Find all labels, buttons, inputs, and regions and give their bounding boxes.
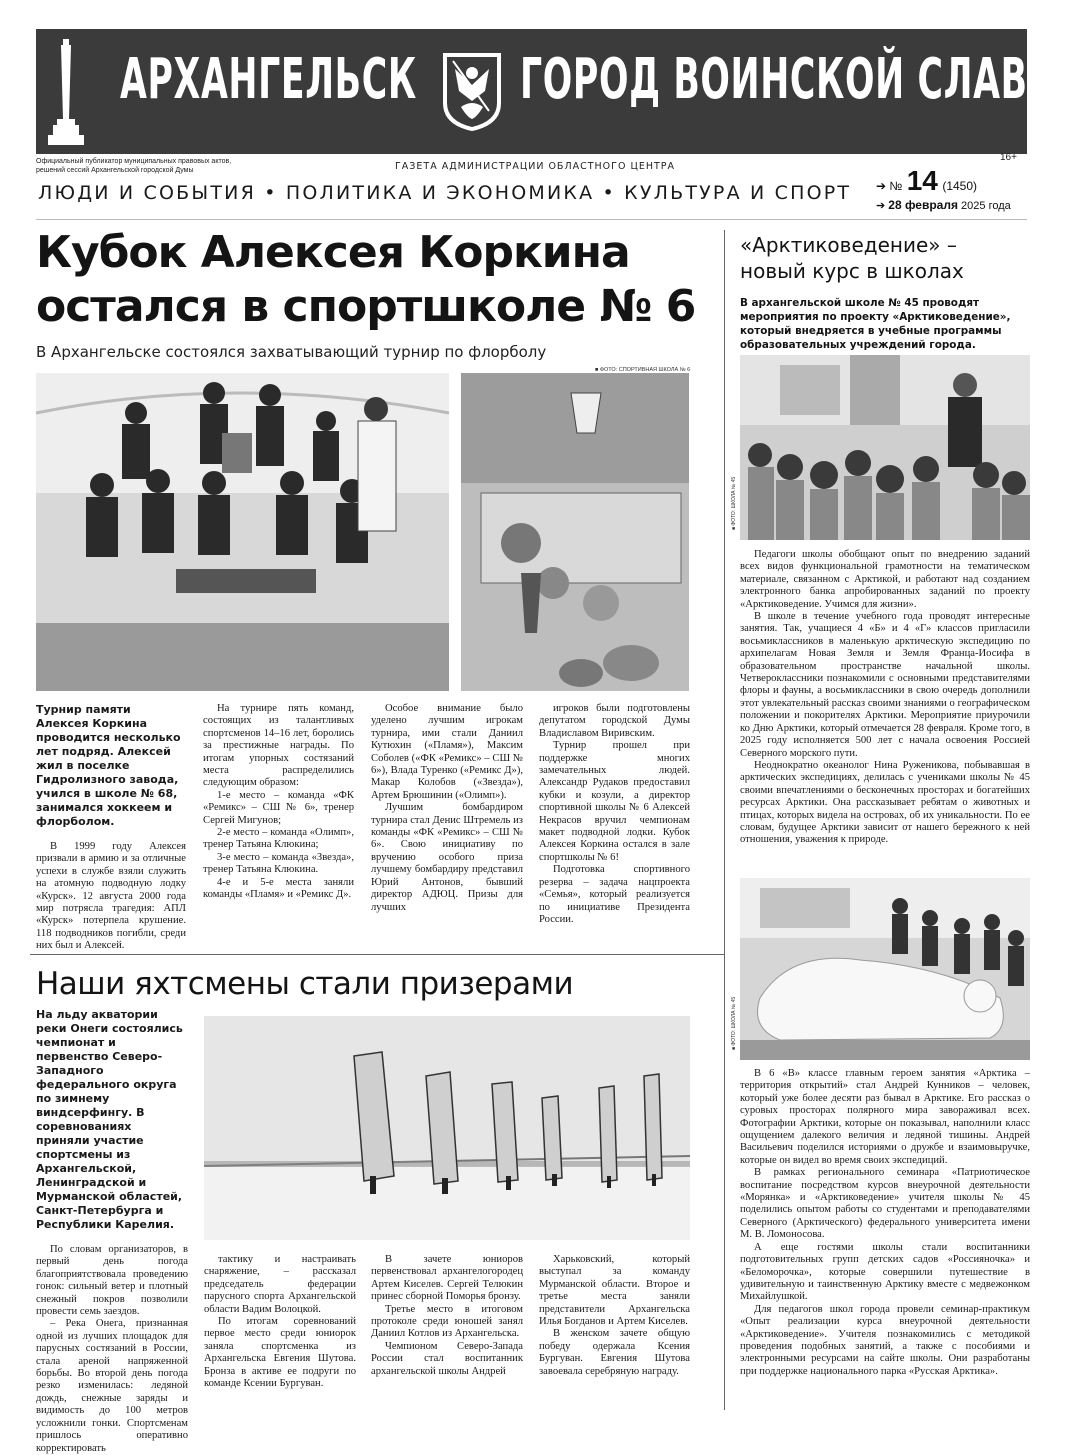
paragraph: Подготовка спортивного резерва – задача нацпроекта «Семья», который реализуется по инициативе Президента России. (539, 864, 690, 925)
trophy-photo (461, 373, 689, 691)
article2-lead: На льду акватории реки Онеги состоялись чемпионат и первенство Северо-Западного федерального округа по зимнему виндсерфингу. В соревнованиях приняли участие спортсмены из Архангельской, Ленинградской и Мурманской областей, Санкт-Петербурга и Республики Карелия. (36, 1008, 183, 1231)
masthead (36, 29, 1065, 154)
issue-date-value: 28 февраля (888, 198, 958, 212)
paragraph: 4-е и 5-е места заняли команды «Пламя» и «Ремикс Д». (203, 876, 354, 901)
paragraph: Третье место в итоговом протоколе среди юношей занял Даниил Котлов из Архангельска. (371, 1303, 523, 1340)
paragraph: 3-е место – команда «Звезда», тренер Татьяна Клюкина. (203, 851, 354, 876)
headline-line: остался в спортшколе № 6 (36, 281, 696, 332)
publisher-line: Официальный публикатор муниципальных правовых актов, (36, 158, 232, 165)
sidebar-text-top (740, 549, 1030, 847)
paragraph: Для педагогов школ города провели семинар-практикум «Опыт реализации курса внеурочной деятельности «Арктиковедение». Учителя познакомились с методикой проведения подобных занятий, а также с пособиями и электронными ресурсами на сайте школы. Они разработаны при поддержке национального парка «Русская Арктика». (740, 1303, 1030, 1377)
paragraph: Неоднократно океанолог Нина Руженикова, побывавшая в арктических экспедициях, делилась с учениками школы № 45 своими впечатлениями о бесконечных просторах и богатейших ресурсах Арктики. Она рассказывает ребятам о животных и птицах, которых видела на островах, об их уникальности. По ее словам, будущее Арктики зависит от нашего бережного к ней отношения, уважения к природе. (740, 759, 1030, 846)
city-crest-icon (441, 51, 503, 133)
classroom-photo (740, 355, 1030, 540)
article1-subhead: В Архангельске состоялся захватывающий турнир по флорболу (36, 343, 547, 361)
sidebar-headline (740, 232, 1030, 284)
sidebar-lead: В архангельской школе № 45 проводят мероприятия по проекту «Арктиковедение», который внедряется в учебные программы образовательных учреждений города. (740, 297, 1011, 351)
paragraph: В 6 «В» классе главным героем занятия «Арктика – территория открытий» стал Андрей Кунников – человек, который уже более десяти раз бывал в Арктике. Его рассказ о суровых просторах полярного мира завораживал всех. Фотографии Арктики, которые он показывал, наполнили класс ощущением далекого величия и ледяной тишины. Андрей Васильевич поделился историями о дружбе и взаимовыручке, которые он видел во время своих экспедиций. (740, 1068, 1030, 1166)
issue-total: (1450) (942, 179, 978, 193)
column-divider (724, 230, 725, 1410)
article1-column-3 (371, 703, 523, 914)
paragraph: В рамках регионального семинара «Патриотическое воспитание посредством курсов внеурочной деятельности «Морянка» и «Арктиковедение» учителя школы № 45 поделились опытом работы со студентами и преподавателями Северного (Арктического) федерального университета имени М. В. Ломоносова. (740, 1167, 1030, 1241)
issue-year: 2025 года (961, 200, 1011, 212)
publisher-note (36, 157, 286, 175)
paragraph: игроков были подготовлены депутатом городской Думы Владиславом Виривским. (539, 703, 690, 739)
masthead-title-right: ГОРОД ВОИНСКОЙ СЛАВЫ (520, 47, 1065, 112)
article1-column-2 (203, 703, 354, 902)
section-list: ЛЮДИ И СОБЫТИЯ • ПОЛИТИКА И ЭКОНОМИКА • КУЛЬТУРА И СПОРТ (38, 182, 852, 204)
polar-bear-photo (740, 878, 1030, 1060)
paragraph: По словам организаторов, в первый день погода благоприятствовала проведению гонок: сильный ветер и плотный снежный покров позволили провести семь заездов. (36, 1244, 188, 1318)
sidebar-text-bottom (740, 1068, 1030, 1378)
photo-credit: ■ ФОТО: СПОРТИВНАЯ ШКОЛА № 6 (595, 367, 691, 373)
article2-column-1 (36, 1008, 188, 1455)
paragraph: – Река Онега, признанная одной из лучших площадок для парусных состязаний в России, стала ареной напряженной борьбы. Во второй день погода резко изменилась: ледяной дождь, снежные заряды и видимость до 100 метров усложнили гонки. Спортсменам пришлось оперативно корректировать (36, 1318, 188, 1454)
headline-line: «Арктиковедение» – (740, 233, 957, 257)
article1-lead: Турнир памяти Алексея Коркина проводится несколько лет подряд. Алексей жил в поселке Гидролизного завода, учился в школе № 68, занимался хоккеем и флорболом. (36, 703, 181, 828)
paragraph: На турнире пять команд, состоящих из талантливых спортсменов 14–16 лет, боролись за престижные награды. По итогам упорных состязаний места распределились следующим образом: (203, 703, 354, 789)
newspaper-tagline: ГАЗЕТА АДМИНИСТРАЦИИ ОБЛАСТНОГО ЦЕНТРА (395, 161, 675, 172)
paragraph: Особое внимание было уделено лучшим игрокам турнира, ими стали Даниил Кутюхин («Пламя»), Максим Соболев («ФК «Ремикс» – СШ № 6»), Влада Туренко («Ремикс Д»), Макар Колобов («Звезда»), Артем Брюшинин («Олимп»). (371, 703, 523, 801)
paragraph: 1-е место – команда «ФК «Ремикс» – СШ № 6», тренер Сергей Мигунов; (203, 789, 354, 826)
issue-date: ➔ 28 февраля 2025 года (876, 198, 1011, 212)
paragraph: Лучшим бомбардиром турнира стал Денис Штремель из команды «ФК «Ремикс» – СШ № 6». Свою инициативу по вручению особого приза лучшему бомбардиру представил Юрий Антонов, бывший директор АДЮЦ. Призы для лучших (371, 802, 523, 913)
article2-column-3 (371, 1254, 523, 1378)
headline-line: Кубок Алексея Коркина (36, 227, 630, 278)
age-rating: 16+ (1000, 152, 1017, 163)
divider (36, 219, 1027, 220)
paragraph: В зачете юниоров первенствовал архангелогородец Артем Киселев. Сергей Телюкин принес сборной Поморья бронзу. (371, 1254, 523, 1303)
article1-column-4 (539, 703, 690, 926)
article1-headline (36, 226, 716, 334)
paragraph: 2-е место – команда «Олимп», тренер Татьяна Клюкина; (203, 827, 354, 851)
photo-credit: ■ ФОТО: ШКОЛА № 45 (731, 476, 737, 530)
issue-number-value: 14 (906, 165, 938, 196)
publisher-line: решений сессий Архангельской городской Думы (36, 167, 194, 174)
paragraph: А еще гостями школы стали воспитанники подготовительных групп детских садов «Россияночка» и «Беломорочка», которые совершили путешествие в удивительную и таинственную Арктику вместе с медвежонком Михайлушкой. (740, 1241, 1030, 1303)
masthead-title-left: АРХАНГЕЛЬСК (120, 47, 417, 112)
paragraph: В школе в течение учебного года проводят интересные занятия. Так, учащиеся 4 «Б» и 4 «Г» классов пригласили восьмиклассников в маленькую арктическую экспедицию по архипелагам Новая Земля и Земля Франца-Иосифа в образовательном пространстве начальной школы. Четвероклассники познакомили с основными представителями флоры и фауны, а восьмиклассники в свою очередь дополнили этот увлекательный рассказ своими знаниями о географическом положении и покорителях Арктики. Мероприятие приурочили ко Дню Арктики, который отмечается 28 февраля. Кроме того, в 2025 году исполняется 500 лет с начала освоения Россией Северного морского пути. (740, 611, 1030, 759)
issue-prefix: ➔ № (876, 179, 903, 193)
paragraph: Чемпионом Северо-Запада России стал воспитанник архангельской школы Андрей (371, 1340, 523, 1377)
team-photo (36, 373, 449, 691)
article2-column-2 (204, 1254, 356, 1390)
paragraph: Турнир прошел при поддержке многих замечательных людей. Александр Рудаков предоставил кубки и козули, а директор спортивной школы № 6 Алексей Некрасов вручил чемпионам макет подводной лодки. Кубок Алексея Коркина остался в зале спортшколы № 6! (539, 740, 690, 863)
article2-headline: Наши яхтсмены стали призерами (36, 966, 574, 1002)
paragraph: тактику и настраивать снаряжение, – рассказал председатель федерации парусного спорта Архангельской области Вадим Волоцкой. (204, 1254, 356, 1315)
monument-icon (42, 35, 90, 149)
paragraph: Педагоги школы обобщают опыт по внедрению заданий всех видов функциональной грамотности на тематическом материале, связанном с Арктикой, и работают над созданием электронного банка апробированных заданий по проекту «Арктиковедение. Учимся для жизни». (740, 549, 1030, 610)
windsurfing-photo (204, 1016, 690, 1240)
paragraph: В 1999 году Алексея призвали в армию и за отличные успехи в службе взяли служить на атомную подводную лодку «Курск». 12 августа 2000 года мир потрясла трагедия: АПЛ «Курск» потерпела крушение. 118 подводников погибли, среди них был и Алексей. (36, 841, 186, 952)
article2-column-4 (539, 1254, 690, 1378)
headline-line: новый курс в школах (740, 259, 964, 283)
paragraph: По итогам соревнований первое место среди юниорок заняла спортсменка из Архангельска Евгения Шутова. Бронза в активе ее подруги по команде Ксении Бургуван. (204, 1316, 356, 1390)
paragraph: В женском зачете общую победу одержала Ксения Бургуван. Евгения Шутова завоевала серебряную награду. (539, 1328, 690, 1377)
issue-number (876, 165, 977, 197)
paragraph: Харьковский, который выступал за команду Мурманской области. Второе и третье места заняли представители Архангельска Илья Богданов и Артем Киселев. (539, 1254, 690, 1328)
photo-credit: ■ ФОТО: ШКОЛА № 45 (731, 996, 737, 1050)
article-divider (30, 954, 724, 955)
article1-column-1 (36, 703, 186, 953)
